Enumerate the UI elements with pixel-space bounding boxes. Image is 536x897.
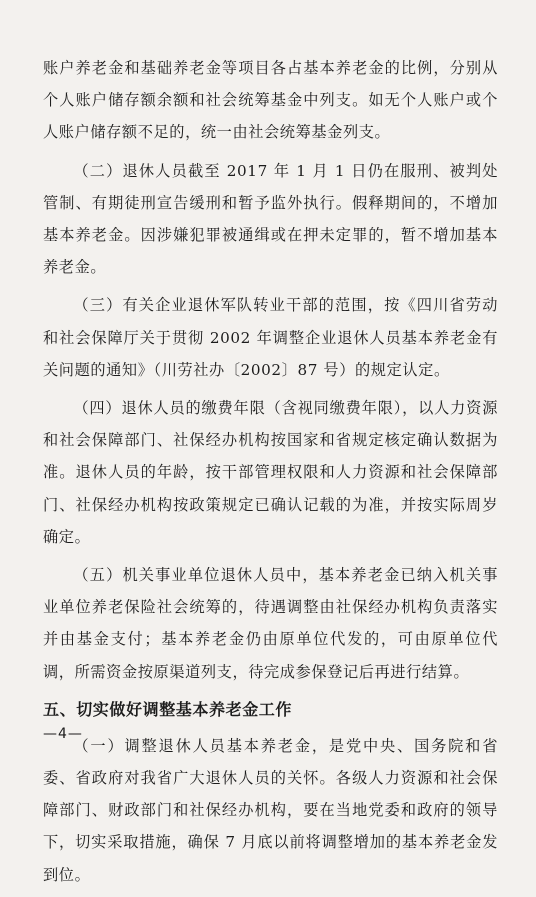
section-heading: 五、切实做好调整基本养老金工作 <box>43 699 293 719</box>
paragraph-item-4: （四）退休人员的缴费年限（含视同缴费年限），以人力资源和社会保障部门、社保经办机构按国家和省规定核定确认数据为准。退休人员的年龄，按干部管理权限和人力资源和社会保障部门、社保经办机构按政策规定已确认记载的为准，并按实际周岁确定。 <box>43 399 498 546</box>
page-number: —4— <box>43 726 83 742</box>
paragraph-item-3: （三）有关企业退休军队转业干部的范围，按《四川省劳动和社会保障厅关于贯彻 2002 年调整企业退休人员基本养老金有关问题的通知》（川劳社办〔2002〕87 号）的规定认定。 <box>43 296 498 379</box>
paragraph-item-2: （二）退休人员截至 2017 年 1 月 1 日仍在服刑、被判处管制、有期徒刑宣告缓刑和暂予监外执行。假释期间的，不增加基本养老金。因涉嫌犯罪被通缉或在押未定罪的，暂不增加基本养老金。 <box>43 161 498 277</box>
paragraph-continuation: 账户养老金和基础养老金等项目各占基本养老金的比例，分别从个人账户储存额余额和社会统筹基金中列支。如无个人账户或个人账户储存额不足的，统一由社会统筹基金列支。 <box>43 59 498 142</box>
document-body <box>43 52 498 897</box>
paragraph-item-5: （五）机关事业单位退休人员中，基本养老金已纳入机关事业单位养老保险社会统筹的，待遇调整由社保经办机构负责落实并由基金支付；基本养老金仍由原单位代发的，可由原单位代调，所需资金按原渠道列支，待完成参保登记后再进行结算。 <box>43 566 498 681</box>
paragraph-section5-item-1: （一）调整退休人员基本养老金，是党中央、国务院和省委、省政府对我省广大退休人员的关怀。各级人力资源和社会保障部门、财政部门和社保经办机构，要在当地党委和政府的领导下，切实采取措施，确保 7 月底以前将调整增加的基本养老金发到位。 <box>43 736 498 884</box>
